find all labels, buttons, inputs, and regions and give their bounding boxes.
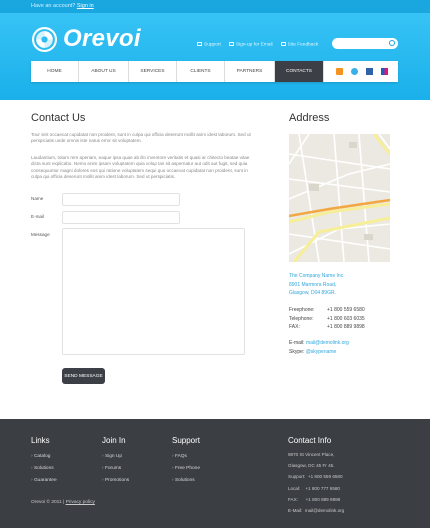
footer-contact-line: E-Mail: mail@demolink.org: [288, 508, 345, 514]
map-streets: [289, 134, 390, 262]
social-icons: [324, 61, 388, 82]
contact-intro-text: Tour sint occaecat cupidatat non proident, sunt in culpa qui officia deserunt mollit anim idest laborum. Sed ut perspiciatis unde omnis iste natus error sit voluptatem.: [31, 132, 251, 144]
footer-links-list: [31, 451, 57, 486]
footer-link-solutions[interactable]: › Solutions: [31, 463, 57, 475]
nav-contacts[interactable]: CONTACTS: [275, 61, 324, 82]
account-text: Have an account?: [31, 3, 76, 9]
twitter-icon[interactable]: [351, 68, 358, 75]
copyright-text: Orevoi © 2011 |: [31, 500, 65, 505]
phone-block: [289, 306, 389, 332]
online-contact-block: [289, 339, 349, 356]
email-contact-link[interactable]: mail@demolink.org: [305, 340, 349, 346]
contact-title: Contact Us: [31, 112, 86, 124]
footer-contact-title: Contact Info: [288, 436, 332, 445]
footer-join-title: Join In: [102, 436, 126, 445]
footer-contact-line: 9870 St Vincent Place,: [288, 452, 335, 457]
email-contact-label: E-mail:: [289, 340, 305, 346]
email-signup-link[interactable]: Sign-up for Email: [229, 42, 273, 47]
search-input[interactable]: [332, 38, 398, 49]
footer-links-title: Links: [31, 436, 50, 445]
email-label: E-mail: [31, 214, 45, 219]
name-label: Name: [31, 196, 44, 201]
footer-support-list: [172, 451, 200, 486]
nav-home[interactable]: HOME: [31, 61, 79, 82]
header-links: [197, 42, 318, 47]
main-nav: [31, 61, 398, 82]
logo-icon: [32, 27, 57, 52]
top-bar: [0, 0, 430, 13]
footer-contact-line: Glasgow, DC 45 Fr 45.: [288, 463, 335, 469]
rss-icon[interactable]: [336, 68, 343, 75]
nav-clients[interactable]: CLIENTS: [177, 61, 225, 82]
flickr-icon[interactable]: [381, 68, 388, 75]
linkedin-icon[interactable]: [366, 68, 373, 75]
message-label: Message: [31, 232, 50, 237]
skype-link[interactable]: @skypename: [305, 348, 337, 355]
footer-link-promotions[interactable]: › Promotions: [102, 475, 129, 487]
skype-label: Skype:: [289, 348, 305, 355]
nav-about-us[interactable]: ABOUT US: [79, 61, 129, 82]
footer-link-support-solutions[interactable]: › Solutions: [172, 475, 200, 487]
footer-support-title: Support: [172, 436, 201, 445]
footer-link-catalog[interactable]: › Catalog: [31, 451, 57, 463]
footer-link-forums[interactable]: › Forums: [102, 463, 129, 475]
email-field[interactable]: [62, 211, 180, 224]
support-icon: [197, 42, 202, 46]
fax-value: +1 800 889 9898: [327, 324, 365, 330]
send-message-button[interactable]: SEND MESSAGE: [62, 368, 105, 384]
feedback-link[interactable]: Site Feedback: [281, 42, 319, 47]
footer-join-list: [102, 451, 129, 486]
nav-services[interactable]: SERVICES: [129, 61, 177, 82]
privacy-policy-link[interactable]: Privacy policy: [65, 500, 95, 505]
nav-partners[interactable]: PARTNERS: [225, 61, 275, 82]
address-title: Address: [289, 112, 330, 124]
freephone-value: +1 800 559 6580: [327, 307, 365, 313]
footer-link-faqs[interactable]: › FAQs: [172, 451, 200, 463]
name-field[interactable]: [62, 193, 180, 206]
footer-contact-line: FAX: +1 800 889 9898: [288, 496, 341, 502]
message-textarea[interactable]: [62, 228, 245, 355]
location-map[interactable]: [289, 134, 390, 262]
footer-link-sign-up[interactable]: › Sign Up: [102, 451, 129, 463]
sign-in-link[interactable]: Sign in: [76, 3, 94, 9]
telephone-value: +1 800 603 6035: [327, 315, 365, 322]
fax-label: FAX:: [289, 324, 300, 330]
support-link[interactable]: Support: [197, 42, 221, 47]
address-block: [289, 272, 345, 298]
footer-link-guarantee[interactable]: › Guarantee: [31, 475, 57, 487]
search-icon[interactable]: [389, 40, 395, 46]
user-icon: [281, 42, 286, 46]
logo[interactable]: [32, 25, 141, 53]
footer-link-free-phone[interactable]: › Free Phone: [172, 463, 200, 475]
copyright: [31, 500, 95, 505]
footer-contact-line: Support: +1 800 559 6580: [288, 474, 343, 480]
street-address: 8901 Marmora Road,: [289, 281, 337, 288]
footer: [0, 419, 430, 528]
logo-text: Orevoi: [63, 25, 141, 52]
freephone-label: Freephone:: [289, 307, 315, 313]
mail-icon: [229, 42, 234, 46]
footer-contact-info: [288, 449, 344, 516]
contact-body-text: Laudantium, totam rem aperiam, eaque ipsa quae ab illo inventore veritatis et quasi ar chitecto beatae vitae dicta sunt explicabo. Nemo enim ipsam voluptatem quia volup tas sit aspernatur aut odit aut fugit, sed quia consequuntur magni dolores eos qui ratione voluptatem sequi quo occaecat cupidatat non proident, sunt in culpa qui officia deserunt mollit anim idest laborum. Sed ut perspiciatis.: [31, 155, 250, 179]
footer-contact-line: Local: +1 800 777 6580: [288, 485, 340, 491]
city-address: Glasgow, D04 89GR.: [289, 290, 336, 296]
company-name: The Company Name Inc.: [289, 273, 345, 279]
telephone-label: Telephone:: [289, 315, 314, 322]
